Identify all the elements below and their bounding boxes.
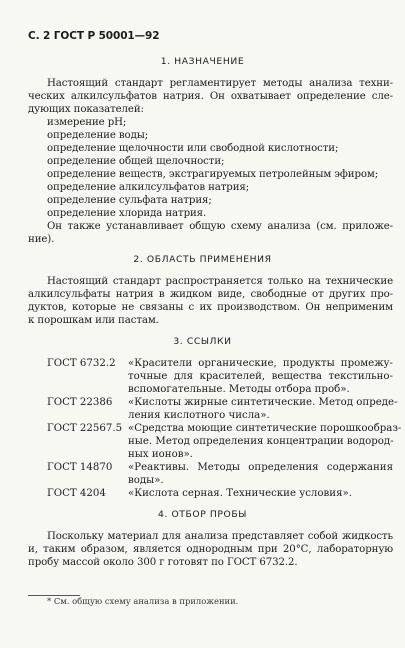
- reference-code: ГОСТ 22386: [47, 397, 113, 408]
- reference-code: ГОСТ 22567.5: [47, 423, 123, 434]
- paragraph-line: Настоящий стандарт регламентирует методы анализа техни-: [47, 78, 393, 89]
- paragraph-line: и, таким образом, является однородным при 20°С, лабораторную: [28, 544, 393, 555]
- reference-text: ных ионов».: [128, 449, 193, 460]
- reference-text: ные. Метод определения концентрации водород-: [128, 436, 394, 447]
- reference-text: «Средства моющие синтетические порошкообраз-: [128, 423, 402, 434]
- reference-text: «Кислота серная. Технические условия».: [128, 488, 352, 499]
- list-item: определение хлорида натрия.: [47, 208, 207, 219]
- reference-code: ГОСТ 6732.2: [47, 358, 116, 369]
- paragraph-line: Он также устанавливает общую схему анализа (см. приложе-: [47, 221, 393, 232]
- paragraph-line: пробу массой около 300 г готовят по ГОСТ 6732.2.: [28, 557, 298, 568]
- reference-text: точные для красителей, вещества текстильно-: [128, 371, 393, 382]
- paragraph-line: дуктов, которые не связаны с их производством. Он неприменим: [28, 302, 393, 313]
- paragraph-line: дующих показателей:: [28, 104, 144, 115]
- list-item: определение щелочности или свободной кислотности;: [47, 143, 339, 154]
- footnote: * См. общую схему анализа в приложении.: [47, 596, 239, 606]
- list-item: определение сульфата натрия;: [47, 195, 212, 206]
- section-title-references: 3. ССЫЛКИ: [173, 336, 232, 347]
- list-item: измерение рН;: [47, 117, 127, 128]
- list-item: определение воды;: [47, 130, 149, 141]
- paragraph-line: ние).: [28, 234, 55, 245]
- reference-code: ГОСТ 4204: [47, 488, 106, 499]
- section-title-scope: 2. ОБЛАСТЬ ПРИМЕНЕНИЯ: [133, 254, 272, 265]
- reference-text: «Кислоты жирные синтетические. Метод опреде-: [128, 397, 398, 408]
- reference-text: «Красители органические, продукты промежу-: [128, 358, 393, 369]
- paragraph-line: Настоящий стандарт распространяется только на технические: [47, 276, 393, 287]
- list-item: определение общей щелочности;: [47, 156, 225, 167]
- list-item: определение веществ, экстрагируемых петролейным эфиром;: [47, 169, 379, 180]
- paragraph-line: Поскольку материал для анализа представляет собой жидкость: [47, 531, 393, 542]
- list-item: определение алкилсульфатов натрия;: [47, 182, 250, 193]
- reference-text: ления кислотного числа».: [128, 410, 270, 421]
- reference-text: вспомогательные. Методы отбора проб».: [128, 384, 350, 395]
- reference-text: «Реактивы. Методы определения содержания: [128, 462, 393, 473]
- paragraph-line: алкилсульфаты натрия в жидком виде, свободные от других про-: [28, 289, 393, 300]
- paragraph-line: к порошкам или пастам.: [28, 315, 159, 326]
- page-header: С. 2 ГОСТ Р 50001—92: [28, 30, 160, 42]
- reference-code: ГОСТ 14870: [47, 462, 113, 473]
- section-title-sampling: 4. ОТБОР ПРОБЫ: [157, 509, 247, 520]
- section-title-purpose: 1. НАЗНАЧЕНИЕ: [160, 56, 245, 67]
- reference-text: воды».: [128, 475, 164, 486]
- paragraph-line: ческих алкилсульфатов натрия. Он охватывает определение сле-: [28, 91, 393, 102]
